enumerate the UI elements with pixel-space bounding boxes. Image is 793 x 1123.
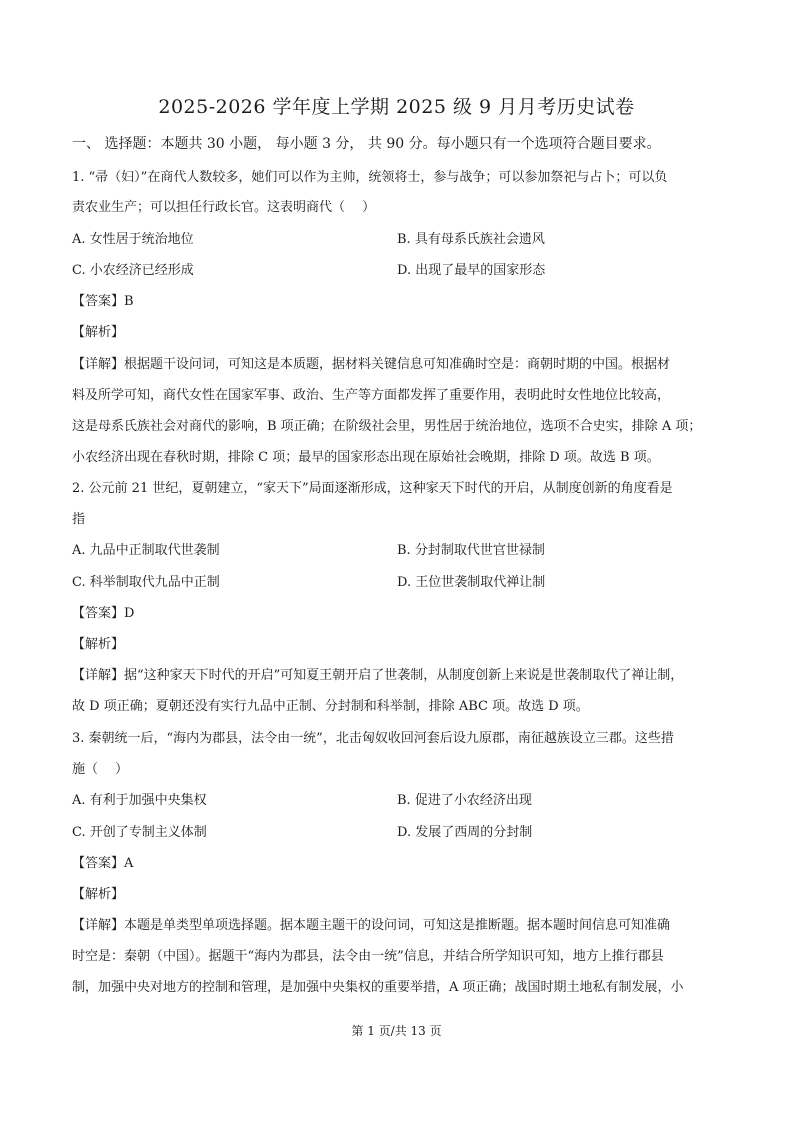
question-1-detail-line-2: 料及所学可知，商代女性在国家军事、政治、生产等方面都发挥了重要作用，表明此时女性地位比较高， [72,388,671,403]
question-1-detail-line-1: 【详解】根据题干设问词，可知这是本质题，据材料关键信息可知准确时空是：商朝时期的中国。根据材 [72,357,671,372]
question-2-analysis-label: 【解析】 [72,637,125,652]
question-3-option-b: B. 促进了小农经济出现 [397,793,532,808]
question-1-analysis-label: 【解析】 [72,325,125,340]
section-heading: 一、 选择题：本题共 30 小题， 每小题 3 分， 共 90 分。每小题只有一个选项符合题目要求。 [72,136,661,152]
question-3-detail-line-1: 【详解】本题是单类型单项选择题。据本题主题干的设问词，可知这是推断题。据本题时间信息可知准确 [72,918,671,933]
question-3-option-a: A. 有利于加强中央集权 [72,793,207,808]
question-2-detail-line-2: 故 D 项正确；夏朝还没有实行九品中正制、分封制和科举制，排除 ABC 项。故选 D 项。 [72,699,589,714]
page-footer: 第 1 页/共 13 页 [351,1024,442,1038]
question-3-stem-line-1: 3. 秦朝统一后，“海内为郡县，法令由一统”，北击匈奴收回河套后设九原郡，南征越族设立三郡。这些措 [72,731,674,746]
question-3-option-c: C. 开创了专制主义体制 [72,825,207,840]
question-2-option-b: B. 分封制取代世官世禄制 [397,543,545,558]
question-3-detail-line-3: 制，加强中央对地方的控制和管理，是加强中央集权的重要举措，A 项正确；战国时期土地私有制发展，小 [72,980,684,995]
question-3-detail-line-2: 时空是：秦朝（中国）。据题干“海内为郡县，法令由一统”信息，并结合所学知识可知，地方上推行郡县 [72,949,664,964]
page-title: 2025-2026 学年度上学期 2025 级 9 月月考历史试卷 [158,96,635,118]
question-1-option-b: B. 具有母系氏族社会遗风 [397,232,545,247]
question-1-option-d: D. 出现了最早的国家形态 [397,263,546,278]
question-1-detail-line-4: 小农经济出现在春秋时期，排除 C 项；最早的国家形态出现在原始社会晚期，排除 D 项。故选 B 项。 [72,450,660,465]
question-1-answer: 【答案】B [72,294,134,309]
question-1-stem-line-1: 1. “帚（妇）”在商代人数较多，她们可以作为主帅，统领将士，参与战争；可以参加祭祀与占卜；可以负 [72,170,668,185]
question-3-stem-line-2: 施（ ） [72,762,129,777]
question-2-option-c: C. 科举制取代九品中正制 [72,575,220,590]
question-2-stem-line-2: 指 [72,512,86,527]
question-2-option-a: A. 九品中正制取代世袭制 [72,543,220,558]
question-2-option-d: D. 王位世袭制取代禅让制 [397,575,546,590]
question-1-option-a: A. 女性居于统治地位 [72,232,194,247]
question-2-answer: 【答案】D [72,606,135,621]
question-3-analysis-label: 【解析】 [72,887,125,902]
question-3-option-d: D. 发展了西周的分封制 [397,825,533,840]
question-1-option-c: C. 小农经济已经形成 [72,263,194,278]
question-1-detail-line-3: 这是母系氏族社会对商代的影响，B 项正确；在阶级社会里，男性居于统治地位，选项不合史实，排除 A 项； [72,419,702,434]
question-2-detail-line-1: 【详解】据“这种家天下时代的开启”可知夏王朝开启了世袭制，从制度创新上来说是世袭制取代了禅让制， [72,668,684,683]
question-2-stem-line-1: 2. 公元前 21 世纪，夏朝建立，“家天下”局面逐渐形成，这种家天下时代的开启，从制度创新的角度看是 [72,481,673,496]
question-1-stem-line-2: 责农业生产；可以担任行政长官。这表明商代（ ） [72,200,376,215]
question-3-answer: 【答案】A [72,856,134,871]
